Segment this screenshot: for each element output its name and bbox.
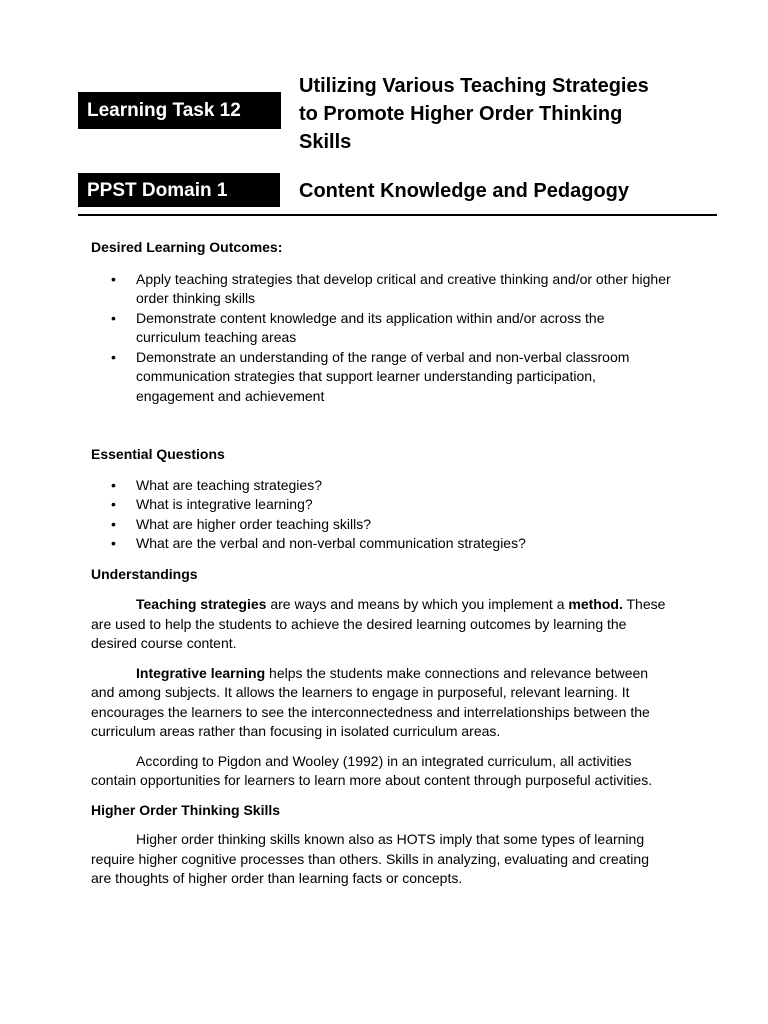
list-item: [91, 495, 671, 515]
ppst-domain-title: Content Knowledge and Pedagogy: [299, 180, 630, 202]
term-integrative-learning: Integrative learning: [136, 664, 266, 681]
hots-paragraph: Higher order thinking skills known also as HOTS imply that some types of learning require higher cognitive processes than others. Skills in analyzing, evaluating and creating are thoughts of higher order than learning facts or concepts.: [91, 831, 649, 886]
list-item-text: What are teaching strategies?: [136, 476, 322, 493]
list-item-text: What are higher order teaching skills?: [136, 515, 372, 532]
list-item: [91, 309, 671, 348]
learning-task-label: [78, 92, 281, 129]
hots-heading: Higher Order Thinking Skills: [91, 801, 281, 818]
list-item-text: Demonstrate content knowledge and its application within and/or across the curriculum teaching areas: [136, 309, 605, 345]
task-title-line: to Promote Higher Order Thinking: [299, 103, 623, 125]
list-item-text: What is integrative learning?: [136, 496, 313, 512]
task-title-line: Utilizing Various Teaching Strategies: [299, 75, 649, 97]
learning-task-label-text: Learning Task 12: [87, 100, 241, 121]
integrative-learning-paragraph: [91, 664, 671, 742]
term-teaching-strategies: Teaching strategies: [136, 596, 267, 612]
bullet-icon: •: [111, 515, 116, 532]
ppst-domain-label-text: PPST Domain 1: [87, 179, 228, 201]
pigdon-wooley-paragraph: According to Pigdon and Wooley (1992) in an integrated curriculum, all activities contain opportunities for learners to learn more about content through purposeful activities.: [91, 752, 653, 788]
bullet-icon: •: [111, 535, 116, 551]
teaching-strategies-paragraph: [91, 595, 671, 654]
list-item: [91, 515, 671, 535]
ppst-domain-label: [78, 173, 280, 207]
learning-task-title: [299, 72, 729, 156]
task-title-line: Skills: [299, 131, 352, 153]
bullet-icon: •: [111, 270, 116, 287]
list-item: [91, 534, 671, 554]
bullet-icon: •: [111, 476, 116, 493]
term-method: method.: [568, 596, 623, 612]
bullet-icon: •: [111, 348, 116, 365]
document-body: [91, 238, 671, 889]
header-divider: [78, 214, 717, 216]
bullet-icon: •: [111, 496, 116, 512]
paragraph-text: are ways and means by which you implement a: [266, 596, 569, 612]
questions-heading: Essential Questions: [91, 446, 225, 462]
outcomes-heading: Desired Learning Outcomes:: [91, 239, 283, 255]
list-item-text: Apply teaching strategies that develop critical and creative thinking and/or other higher order thinking skills: [136, 270, 671, 306]
list-item-text: What are the verbal and non-verbal communication strategies?: [136, 535, 526, 551]
questions-list: [91, 476, 671, 554]
paragraph-text: These are used to help the students to achieve the desired learning outcomes by learning the desired course content.: [91, 596, 666, 651]
list-item-text: Demonstrate an understanding of the range of verbal and non-verbal classroom communication strategies that support learner understanding participation, engagement and achievement: [136, 348, 630, 404]
paragraph-text: helps the students make connections and relevance between and among subjects. It allows the learners to engage in purposeful, relevant learning. It encourages the learners to see the interconnectedness and interrelationships between the curriculum areas rather than focusing in isolated curriculum areas.: [91, 664, 650, 739]
list-item: [91, 270, 671, 309]
list-item: [91, 476, 671, 496]
outcomes-list: [91, 270, 671, 407]
bullet-icon: •: [111, 309, 116, 326]
list-item: [91, 348, 671, 407]
understandings-heading: Understandings: [91, 565, 198, 582]
